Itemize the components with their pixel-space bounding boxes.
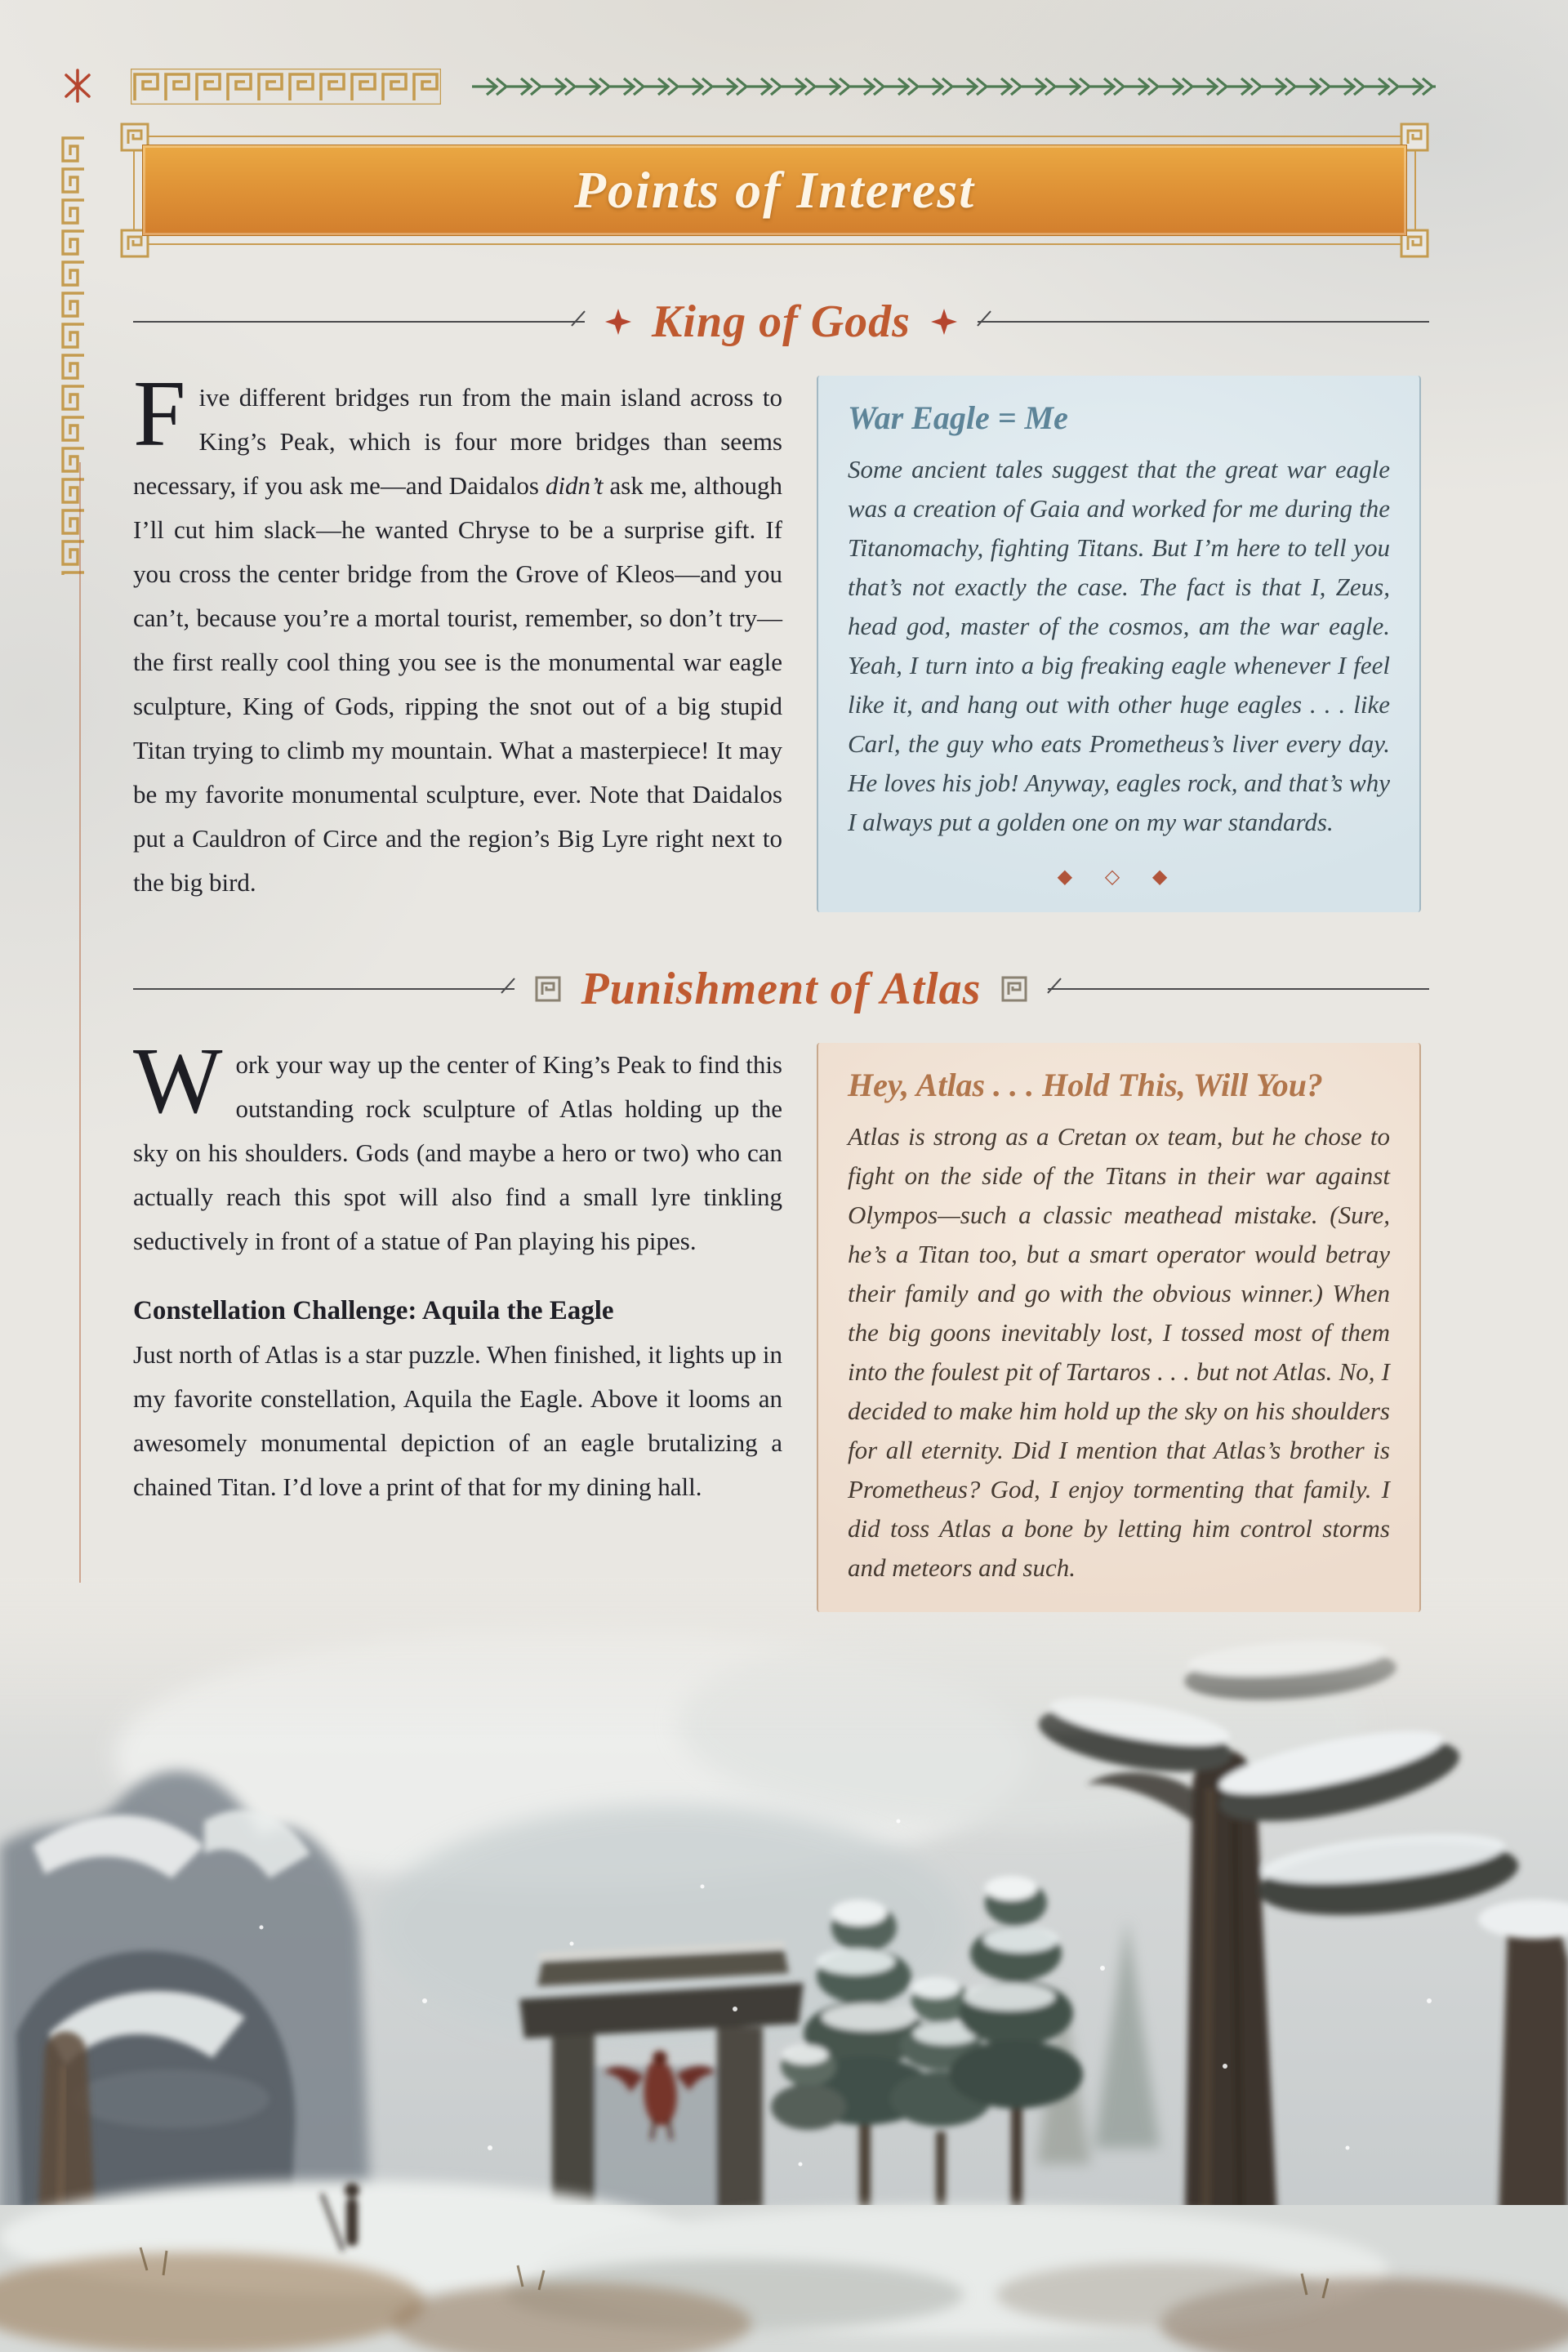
sidebar-atlas [817,1043,1421,1612]
banner-frame [133,136,1416,245]
heading-rule [978,315,1429,328]
section-king-columns [133,362,1421,912]
banner-bar [142,145,1407,236]
atlas-body-text: ork your way up the center of King’s Peak to find this outstanding rock sculpture of Atlas holding up the sky on his shoulders. Gods (and maybe a hero or two) who can actually reach this spot will also find a small lyre tinkling seductively in front of a statue of Pan playing his pipes. [133,1050,782,1255]
snowy-forest-illustration-svg [0,1576,1568,2352]
sidebar-atlas-title: Hey, Atlas . . . Hold This, Will You? [848,1067,1323,1103]
heading-rule [133,315,585,328]
page-title: Points of Interest [573,161,976,219]
meander-band-icon [131,69,441,105]
section-king-body [133,362,783,905]
meander-square-ornament-icon [534,975,562,1003]
arrow-band-icon [472,73,1436,100]
sidebar-war-eagle-title: War Eagle = Me [848,399,1068,436]
sidebar-atlas-body: Atlas is strong as a Cretan ox team, but he chose to fight on the side of the Titans in their war against Olympos—such a classic meathead mistake. (Sure, he’s a Titan too, but a smart operator would betray their family and go with the obvious winner.) When the big goons inevitably lost, I tossed most of them into the foulest pit of Tartaros . . . but not Atlas. No, I decided to make him hold up the sky on his shoulders for all eternity. Did I mention that Atlas’s brother is Prometheus? God, I enjoy tormenting that family. I did toss Atlas a bone by letting him control storms and meteors and such. [848,1122,1390,1582]
drop-cap: W [133,1029,223,1134]
constellation-subheading: Constellation Challenge: Aquila the Eagle [133,1296,614,1325]
rosette-icon [59,67,96,105]
drop-cap: F [133,362,186,466]
star-ornament-icon [930,308,958,336]
section-title-atlas: Punishment of Atlas [581,964,982,1014]
atlas-paragraph [133,1029,782,1263]
king-body-pre: ive different bridges run from the main island across to King’s Peak, which is four more bridges than seems necessary, if you ask me—and Daidalos [133,383,782,500]
heading-rule [133,982,514,996]
page-title-banner [133,136,1416,245]
king-body-emphasis: didn’t [545,471,604,500]
star-ornament-icon [604,308,632,336]
section-title-king: King of Gods [652,296,911,347]
king-paragraph [133,362,783,905]
section-heading-atlas [133,963,1429,1015]
sidebar-footer-glyphs: ◆ ◇ ◆ [1057,865,1181,888]
section-atlas-columns [133,1029,1421,1612]
meander-square-ornament-icon [1000,975,1028,1003]
sidebar-war-eagle-body: Some ancient tales suggest that the great war eagle was a creation of Gaia and worked for me during the Titanomachy, fighting Titans. But I’m here to tell you that’s not exactly the case. The fact is that I, Zeus, head god, master of the cosmos, am the war eagle. Yeah, I turn into a big freaking eagle whenever I feel like it, and hang out with other huge eagles . . . like Carl, the guy who eats Prometheus’s liver every day. He loves his job! Anyway, eagles rock, and that’s why I always put a golden one on my war standards. [848,455,1390,836]
section-heading-king [133,296,1429,348]
heading-rule [1048,982,1429,996]
section-atlas-body [133,1029,782,1509]
constellation-paragraph: Just north of Atlas is a star puzzle. When finished, it lights up in my favorite constellation, Aquila the Eagle. Above it looms an awesomely monumental depiction of an eagle brutalizing a chained Titan. I’d love a print of that for my dining hall. [133,1340,782,1501]
king-body-post: ask me, although I’ll cut him slack—he wanted Chryse to be a surprise gift. If you cross the center bridge from the Grove of Kleos—and you can’t, because you’re a mortal tourist, remember, so don’t try—the first really cool thing you see is the monumental war eagle sculpture, King of Gods, ripping the snot out of a big stupid Titan trying to climb my mountain. What a masterpiece! It may be my favorite monumental sculpture, ever. Note that Daidalos put a Cauldron of Circe and the region’s Big Lyre right next to the big bird. [133,471,783,897]
snowy-forest-illustration [0,1576,1568,2352]
top-ornament-row [0,67,1568,106]
sidebar-war-eagle [817,376,1421,912]
